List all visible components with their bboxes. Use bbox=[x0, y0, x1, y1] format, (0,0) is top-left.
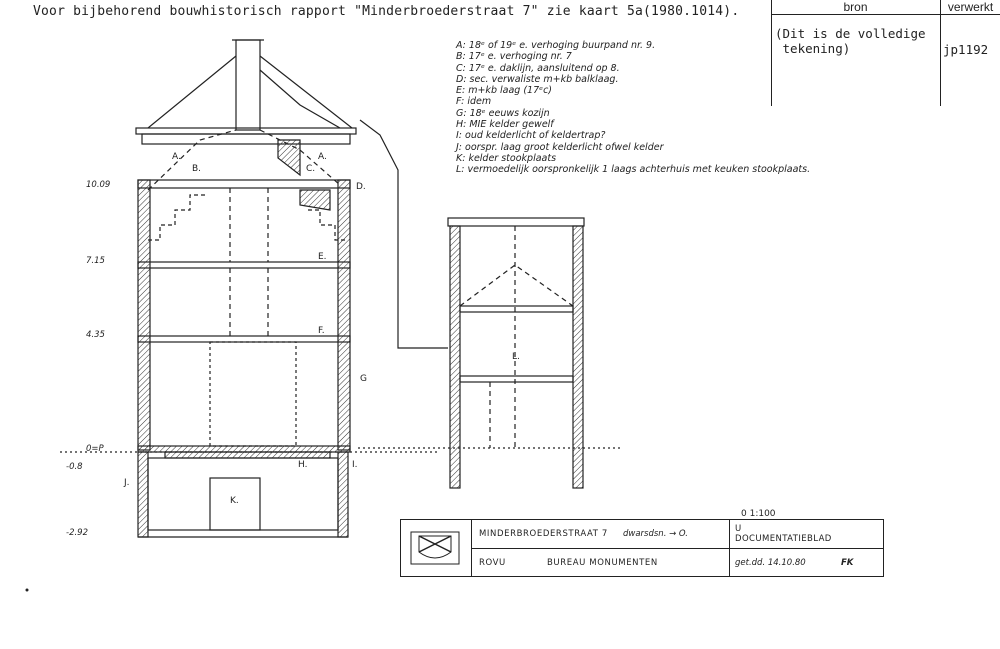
label-g: G bbox=[360, 374, 367, 384]
elevation-label: 10.09 bbox=[86, 180, 111, 190]
legend-item: A: 18ᵉ of 19ᵉ e. verhoging buurpand nr. 9. bbox=[456, 40, 656, 51]
col-header-verwerkt: verwerkt bbox=[947, 0, 994, 14]
stray-dot bbox=[26, 589, 29, 592]
annex-wall-left bbox=[450, 226, 460, 488]
legend-item: B: 17ᵉ e. verhoging nr. 7 bbox=[456, 51, 572, 63]
attic-floor bbox=[142, 134, 350, 144]
elevation-label: 0=P bbox=[86, 444, 104, 454]
roof-right-slope bbox=[260, 56, 352, 128]
label-a-left: A. bbox=[172, 152, 181, 162]
neighbour-roof-line bbox=[260, 70, 340, 128]
cellar-vault bbox=[165, 452, 330, 458]
rear-wall bbox=[338, 180, 350, 450]
label-j: J. bbox=[124, 478, 130, 488]
stepped-gable-left bbox=[148, 195, 205, 240]
label-d: D. bbox=[356, 182, 366, 192]
neighbour-outline bbox=[360, 120, 448, 348]
cellar-wall-left bbox=[138, 452, 148, 537]
label-k: K. bbox=[230, 496, 239, 506]
divider bbox=[729, 520, 730, 576]
legend-item: G: 18ᵉ eeuws kozijn bbox=[456, 107, 550, 119]
annex-original-roof bbox=[460, 265, 573, 306]
elevation-label: -0.8 bbox=[66, 462, 83, 472]
legend-item: K: kelder stookplaats bbox=[456, 152, 557, 164]
elevation-label: -2.92 bbox=[66, 528, 88, 538]
floor-4 bbox=[138, 336, 350, 342]
title-block bbox=[400, 519, 884, 577]
legend-item: D: sec. verwaliste m+kb balklaag. bbox=[456, 73, 619, 85]
header-note: Voor bijbehorend bouwhistorisch rapport "Minderbroederstraat 7" zie kaart 5a(1980.1014). bbox=[33, 4, 740, 19]
street-name: MINDERBROEDERSTRAAT 7 bbox=[479, 529, 608, 539]
legend-item: J: oorspr. laag groot kelderlicht ofwel kelder bbox=[456, 141, 664, 153]
annex-floor bbox=[460, 306, 573, 312]
cellar-wall-right bbox=[338, 452, 348, 537]
roof-left-slope bbox=[148, 56, 236, 128]
label-l: L. bbox=[512, 352, 520, 362]
hatched-wall-c bbox=[278, 140, 300, 175]
legend-item: L: vermoedelijk oorspronkelijk 1 laags achterhuis met keuken stookplaats. bbox=[456, 164, 811, 176]
drawing-date: get.dd. 14.10.80 bbox=[735, 558, 806, 568]
col-header-bron: bron bbox=[843, 0, 868, 14]
fireplace-outline bbox=[210, 342, 296, 446]
doc-code: U bbox=[735, 524, 742, 534]
legend-item: E: m+kb laag (17ᵉc) bbox=[456, 85, 553, 97]
legend-item: I: oud kelderlicht of keldertrap? bbox=[456, 130, 606, 142]
label-b: B. bbox=[192, 164, 202, 174]
organisation: ROVU bbox=[479, 558, 506, 568]
city-crest-logo bbox=[401, 520, 471, 576]
label-i: I. bbox=[352, 460, 358, 470]
legend-item: H: MIE kelder gewelf bbox=[456, 119, 554, 131]
cornice bbox=[136, 128, 356, 134]
scale-label: 0 1:100 bbox=[741, 509, 776, 519]
elevation-label: 4.35 bbox=[86, 330, 105, 340]
annex-floor bbox=[460, 376, 573, 382]
verwerkt-value: jp1192 bbox=[943, 42, 989, 57]
cellar bbox=[148, 458, 338, 530]
elevation-label: 7.15 bbox=[86, 256, 105, 266]
chimney bbox=[236, 40, 260, 130]
legend-item: C: 17ᵉ e. daklijn, aansluitend op 8. bbox=[456, 62, 620, 74]
doc-type: DOCUMENTATIEBLAD bbox=[735, 534, 832, 544]
ground-floor bbox=[138, 446, 350, 452]
label-e: E. bbox=[318, 252, 327, 262]
roofline-b bbox=[148, 130, 236, 190]
section-direction: dwarsdsn. → O. bbox=[623, 529, 688, 539]
label-a-right: A. bbox=[318, 152, 327, 162]
annex-roof bbox=[448, 218, 584, 226]
divider bbox=[471, 548, 883, 549]
floor-7 bbox=[138, 262, 350, 268]
front-wall bbox=[138, 180, 150, 450]
bron-value: (Dit is de volledige tekening) bbox=[775, 26, 926, 56]
department: BUREAU MONUMENTEN bbox=[547, 558, 658, 568]
floor-10 bbox=[138, 180, 350, 188]
label-h: H. bbox=[298, 460, 308, 470]
annex-wall-right bbox=[573, 226, 583, 488]
drawer-initials: FK bbox=[841, 558, 854, 568]
hatched-wall-d bbox=[300, 190, 330, 210]
legend-item: F: idem bbox=[456, 96, 492, 108]
label-c: C. bbox=[306, 164, 316, 174]
label-f: F. bbox=[318, 326, 325, 336]
